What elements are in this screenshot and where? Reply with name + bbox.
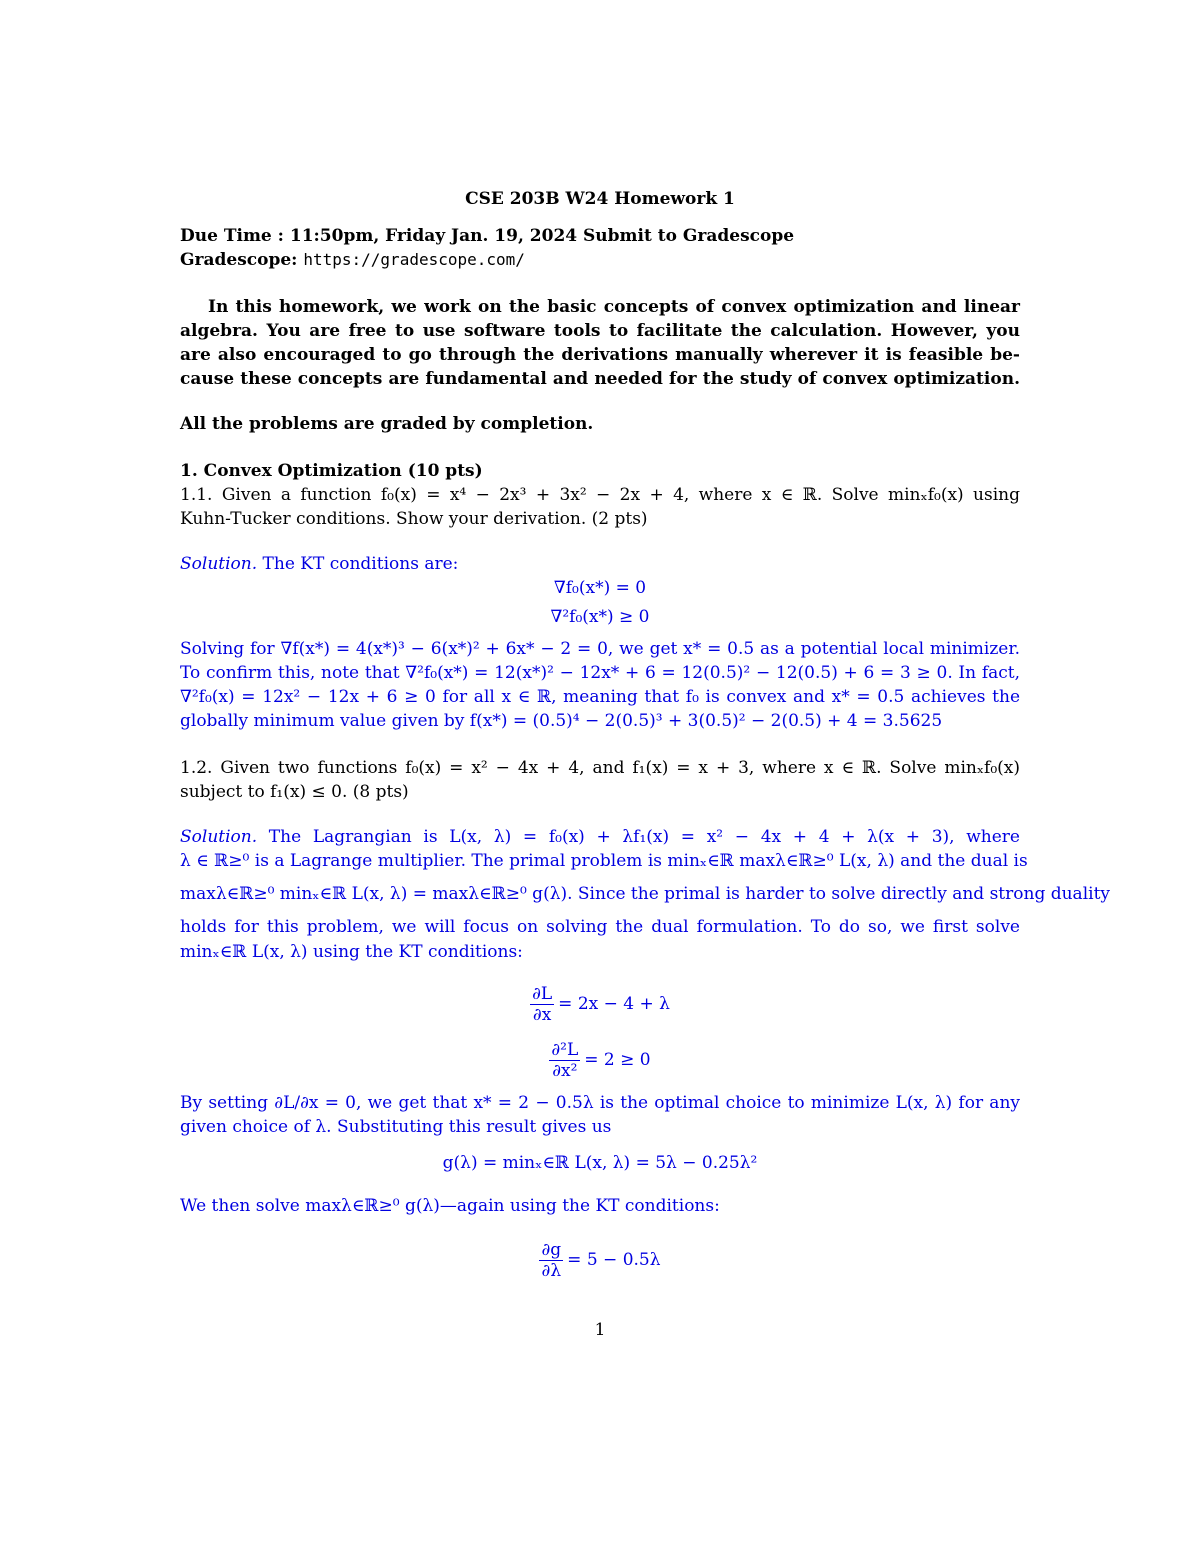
solution-1-2-line: minₓ∈ℝ L(x, λ) using the KT conditions: bbox=[180, 942, 523, 962]
solution-1-2-line: λ ∈ ℝ≥⁰ is a Lagrange multiplier. The primal problem is minₓ∈ℝ maxλ∈ℝ≥⁰ L(x, λ) and the dual is bbox=[180, 851, 1028, 871]
solution-text: The Lagrangian is L(x, λ) = f₀(x) + λf₁(x) = x² − 4x + 4 + λ(x + 3), where bbox=[257, 827, 1020, 847]
equation-rhs: = 2 ≥ 0 bbox=[584, 1050, 651, 1070]
equation: ∇f₀(x*) = 0 bbox=[553, 578, 647, 598]
solution-line: ∇²f₀(x) = 12x² − 12x + 6 ≥ 0 for all x ∈ ℝ, meaning that f₀ is convex and x* = 0.5 achieves the bbox=[180, 687, 1020, 707]
intro-line: cause these concepts are fundamental and needed for the study of convex optimization. bbox=[180, 369, 1020, 389]
solution-line: To confirm this, note that ∇²f₀(x*) = 12(x*)² − 12x* + 6 = 12(0.5)² − 12(0.5) + 6 = 3 ≥ 0. In fact, bbox=[180, 663, 1020, 683]
problem-1-1-line: 1.1. Given a function f₀(x) = x⁴ − 2x³ + 3x² − 2x + 4, where x ∈ ℝ. Solve minₓf₀(x) using bbox=[180, 485, 1020, 505]
fraction-numerator: ∂²L bbox=[551, 1040, 579, 1060]
solution-intro-text: The KT conditions are: bbox=[257, 554, 459, 574]
equation-rhs: = 2x − 4 + λ bbox=[558, 994, 670, 1014]
fraction bbox=[530, 984, 554, 1025]
equation bbox=[180, 984, 1020, 1025]
equation: g(λ) = minₓ∈ℝ L(x, λ) = 5λ − 0.25λ² bbox=[442, 1153, 758, 1173]
due-time: Due Time : 11:50pm, Friday Jan. 19, 2024 Submit to Gradescope bbox=[180, 226, 795, 246]
problem-1-2-line: subject to f₁(x) ≤ 0. (8 pts) bbox=[180, 782, 409, 802]
solution-line: Solving for ∇f(x*) = 4(x*)³ − 6(x*)² + 6x* − 2 = 0, we get x* = 0.5 as a potential local minimizer. bbox=[180, 639, 1020, 659]
problem-1-1-line: Kuhn-Tucker conditions. Show your derivation. (2 pts) bbox=[180, 509, 648, 529]
solution-1-2-line: By setting ∂L/∂x = 0, we get that x* = 2 − 0.5λ is the optimal choice to minimize L(x, λ) for any bbox=[180, 1093, 1020, 1113]
solution-1-2-line: maxλ∈ℝ≥⁰ minₓ∈ℝ L(x, λ) = maxλ∈ℝ≥⁰ g(λ). Since the primal is harder to solve directly and strong duality bbox=[180, 884, 1111, 904]
fraction bbox=[539, 1240, 563, 1281]
intro-line: In this homework, we work on the basic concepts of convex optimization and linear bbox=[208, 297, 1020, 317]
fraction bbox=[549, 1040, 580, 1081]
solution-label: Solution. bbox=[180, 827, 258, 847]
problem-1-2-line: 1.2. Given two functions f₀(x) = x² − 4x + 4, and f₁(x) = x + 3, where x ∈ ℝ. Solve minₓf₀(x) bbox=[180, 758, 1020, 778]
fraction-denominator: ∂λ bbox=[541, 1261, 562, 1281]
solution-1-2-line: holds for this problem, we will focus on solving the dual formulation. To do so, we first solve bbox=[180, 917, 1020, 937]
gradescope-link[interactable]: https://gradescope.com/ bbox=[303, 250, 525, 269]
intro-line: are also encouraged to go through the derivations manually wherever it is feasible be- bbox=[180, 345, 1020, 365]
fraction-numerator: ∂L bbox=[532, 984, 553, 1004]
gradescope-label: Gradescope: bbox=[180, 250, 298, 270]
solution-1-2-line bbox=[180, 825, 1020, 849]
section-heading: 1. Convex Optimization (10 pts) bbox=[180, 461, 483, 481]
fraction-denominator: ∂x² bbox=[552, 1061, 578, 1081]
solution-1-2-line: We then solve maxλ∈ℝ≥⁰ g(λ)—again using the KT conditions: bbox=[180, 1196, 720, 1216]
solution-1-1-intro bbox=[180, 552, 1020, 576]
equation: ∇²f₀(x*) ≥ 0 bbox=[550, 607, 650, 627]
solution-label: Solution. bbox=[180, 554, 258, 574]
gradescope-line bbox=[180, 248, 1020, 272]
solution-1-2-line: given choice of λ. Substituting this result gives us bbox=[180, 1117, 612, 1137]
fraction-numerator: ∂g bbox=[541, 1240, 562, 1260]
equation-rhs: = 5 − 0.5λ bbox=[567, 1250, 661, 1270]
grading-note: All the problems are graded by completion. bbox=[180, 414, 594, 434]
equation bbox=[180, 1040, 1020, 1081]
intro-line: algebra. You are free to use software tools to facilitate the calculation. However, you bbox=[180, 321, 1020, 341]
page-title: CSE 203B W24 Homework 1 bbox=[465, 189, 735, 209]
solution-line: globally minimum value given by f(x*) = (0.5)⁴ − 2(0.5)³ + 3(0.5)² − 2(0.5) + 4 = 3.5625 bbox=[180, 711, 943, 731]
page-number: 1 bbox=[594, 1320, 606, 1340]
fraction-denominator: ∂x bbox=[532, 1005, 552, 1025]
equation bbox=[180, 1240, 1020, 1281]
